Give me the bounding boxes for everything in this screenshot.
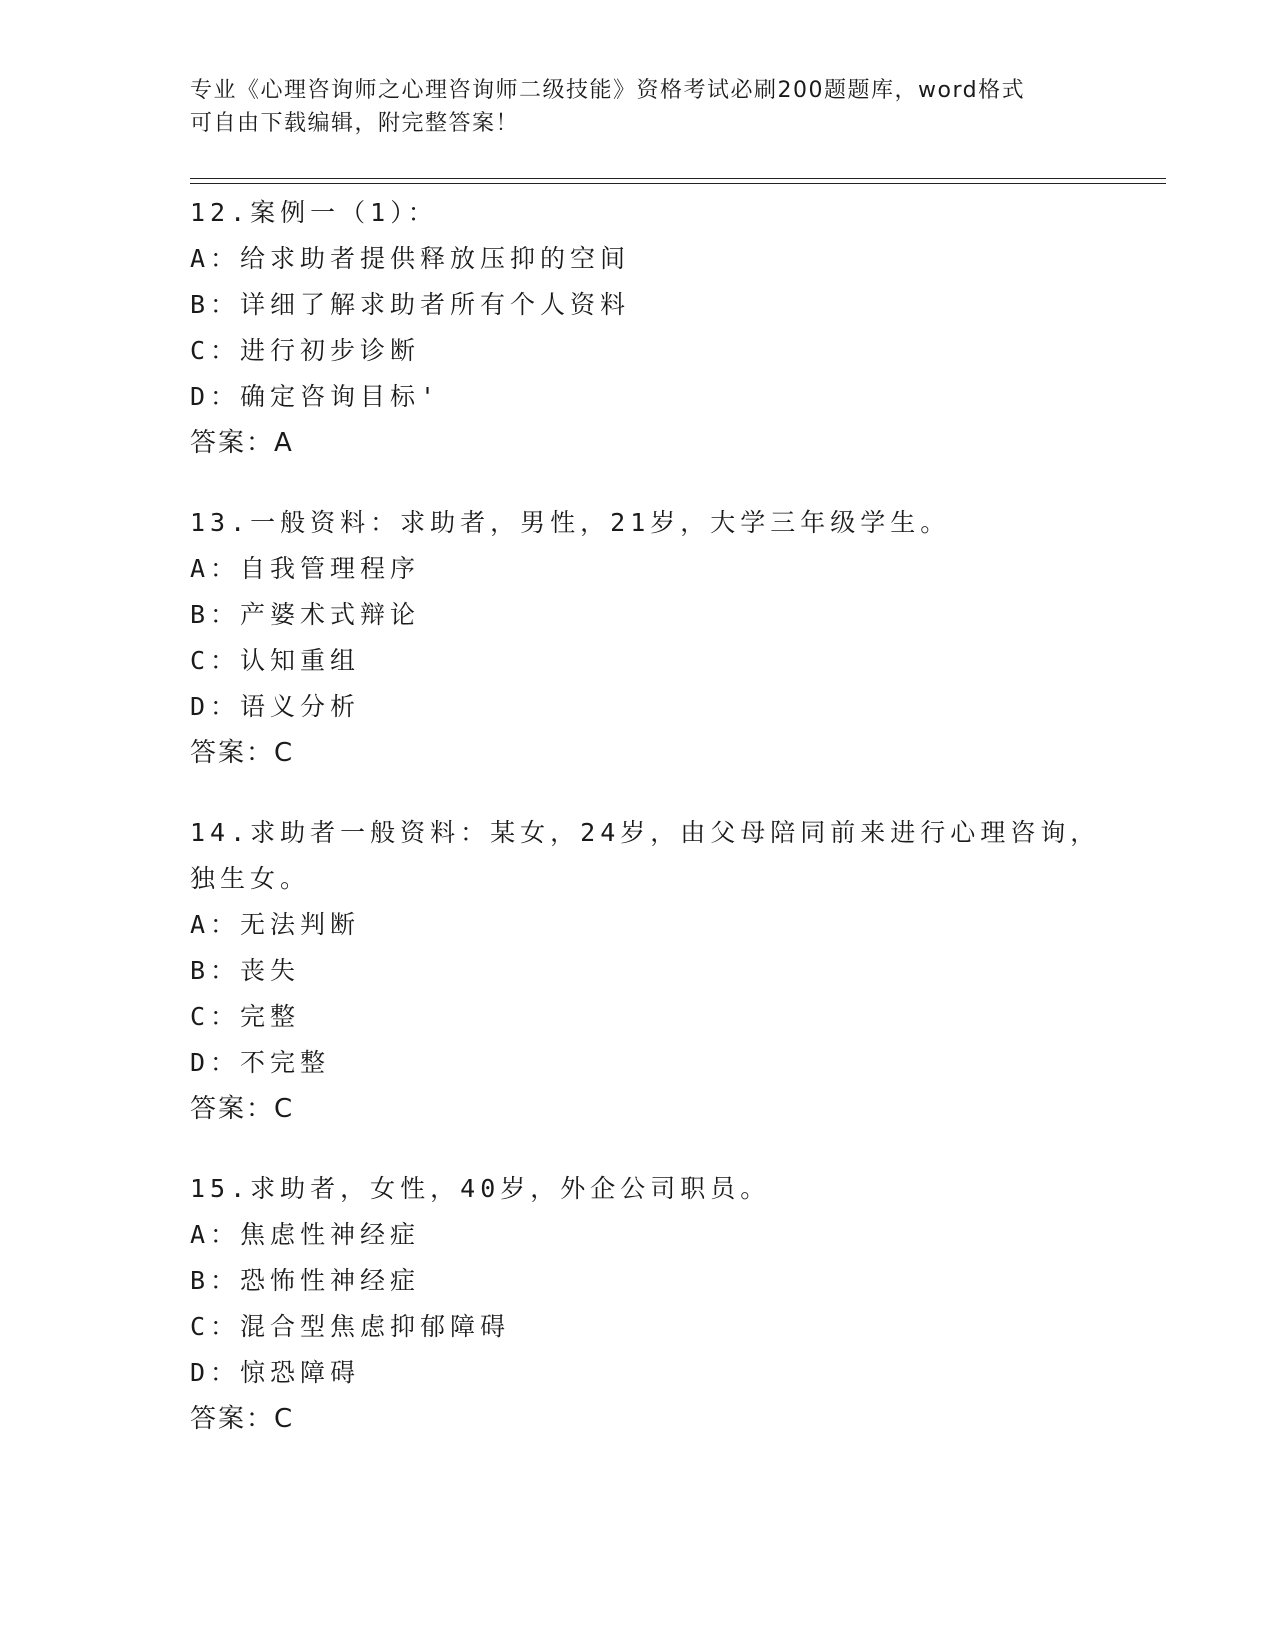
option-c: C：混合型焦虑抑郁障碍 xyxy=(190,1312,511,1341)
question-stem: 15.求助者，女性，40岁，外企公司职员。 xyxy=(190,1174,771,1203)
header-divider-top xyxy=(190,178,1166,179)
answer-line: 答案：C xyxy=(190,1404,295,1434)
answer-line: 答案：A xyxy=(190,428,294,458)
header-divider-bottom xyxy=(190,183,1166,184)
question-13 xyxy=(190,500,1110,776)
option-a: A：自我管理程序 xyxy=(190,554,421,583)
option-a: A：无法判断 xyxy=(190,910,361,939)
option-a: A：给求助者提供释放压抑的空间 xyxy=(190,244,631,273)
option-d: D：确定咨询目标' xyxy=(190,382,441,411)
question-stem: 13.一般资料：求助者，男性，21岁，大学三年级学生。 xyxy=(190,508,951,537)
answer-line: 答案：C xyxy=(190,738,295,768)
option-d: D：语义分析 xyxy=(190,692,361,721)
question-stem: 14.求助者一般资料：某女，24岁，由父母陪同前来进行心理咨询，独生女。 xyxy=(190,818,1101,893)
option-c: C：进行初步诊断 xyxy=(190,336,421,365)
option-b: B：恐怖性神经症 xyxy=(190,1266,421,1295)
option-b: B：丧失 xyxy=(190,956,301,985)
option-a: A：焦虑性神经症 xyxy=(190,1220,421,1249)
question-12 xyxy=(190,190,1110,466)
answer-line: 答案：C xyxy=(190,1094,295,1124)
option-d: D：不完整 xyxy=(190,1048,331,1077)
option-c: C：完整 xyxy=(190,1002,301,1031)
question-list xyxy=(190,190,1110,1476)
question-stem: 12.案例一（1）： xyxy=(190,198,438,227)
document-header xyxy=(190,74,1090,140)
question-14 xyxy=(190,810,1110,1132)
question-15 xyxy=(190,1166,1110,1442)
option-d: D：惊恐障碍 xyxy=(190,1358,361,1387)
header-line-2: 可自由下载编辑，附完整答案！ xyxy=(190,111,520,136)
option-b: B：产婆术式辩论 xyxy=(190,600,421,629)
option-c: C：认知重组 xyxy=(190,646,361,675)
header-line-1: 专业《心理咨询师之心理咨询师二级技能》资格考试必刷200题题库，word格式 xyxy=(190,78,1026,103)
option-b: B：详细了解求助者所有个人资料 xyxy=(190,290,631,319)
